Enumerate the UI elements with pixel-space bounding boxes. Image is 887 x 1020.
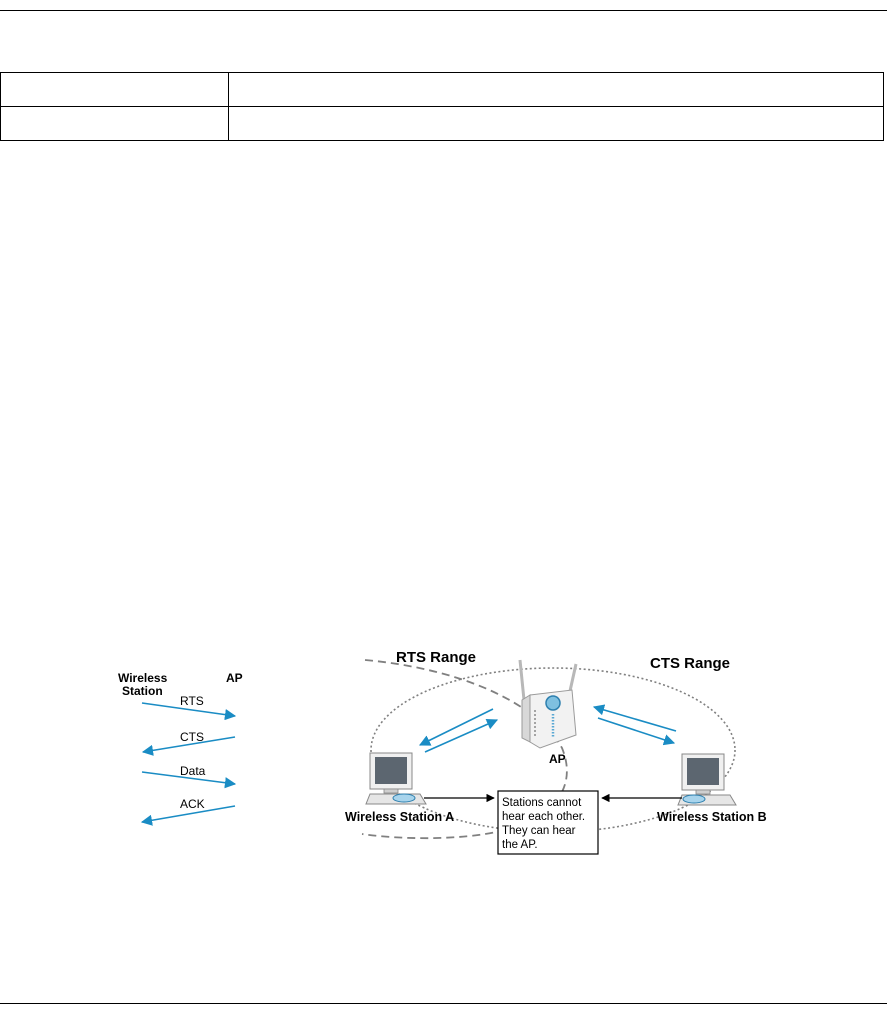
msg-cts-label: CTS (180, 730, 204, 744)
table-row (1, 73, 884, 107)
seq-ap-label: AP (226, 671, 243, 685)
arrow-ap-to-station-b (598, 718, 674, 743)
network-diagram (345, 649, 767, 854)
rts-cts-figure (0, 630, 887, 870)
note-line-1: Stations cannot (502, 797, 582, 809)
note-line-3: They can hear (502, 825, 576, 837)
sequence-diagram (118, 671, 243, 822)
access-point-icon (520, 660, 576, 748)
msg-rts-label: RTS (180, 694, 204, 708)
note-line-2: hear each other. (502, 811, 586, 823)
seq-station-label-line2: Station (122, 684, 163, 698)
rts-range-label: RTS Range (396, 649, 477, 666)
spec-table (0, 72, 884, 141)
station-b-computer-icon (678, 754, 736, 805)
table-cell (1, 107, 229, 141)
header-rule (0, 10, 887, 11)
table-cell (229, 73, 884, 107)
table-cell (229, 107, 884, 141)
msg-data-label: Data (180, 764, 206, 778)
seq-station-label-line1: Wireless (118, 671, 168, 685)
ap-label: AP (549, 752, 566, 766)
footer-rule (0, 1003, 887, 1004)
station-b-label: Wireless Station B (657, 810, 767, 824)
table-row (1, 107, 884, 141)
station-a-label: Wireless Station A (345, 810, 455, 824)
msg-ack-label: ACK (180, 797, 205, 811)
station-a-computer-icon (366, 753, 426, 804)
cts-range-label: CTS Range (650, 655, 731, 672)
table-cell (1, 73, 229, 107)
note-line-4: the AP. (502, 839, 538, 851)
arrow-station-b-to-ap (594, 707, 676, 731)
